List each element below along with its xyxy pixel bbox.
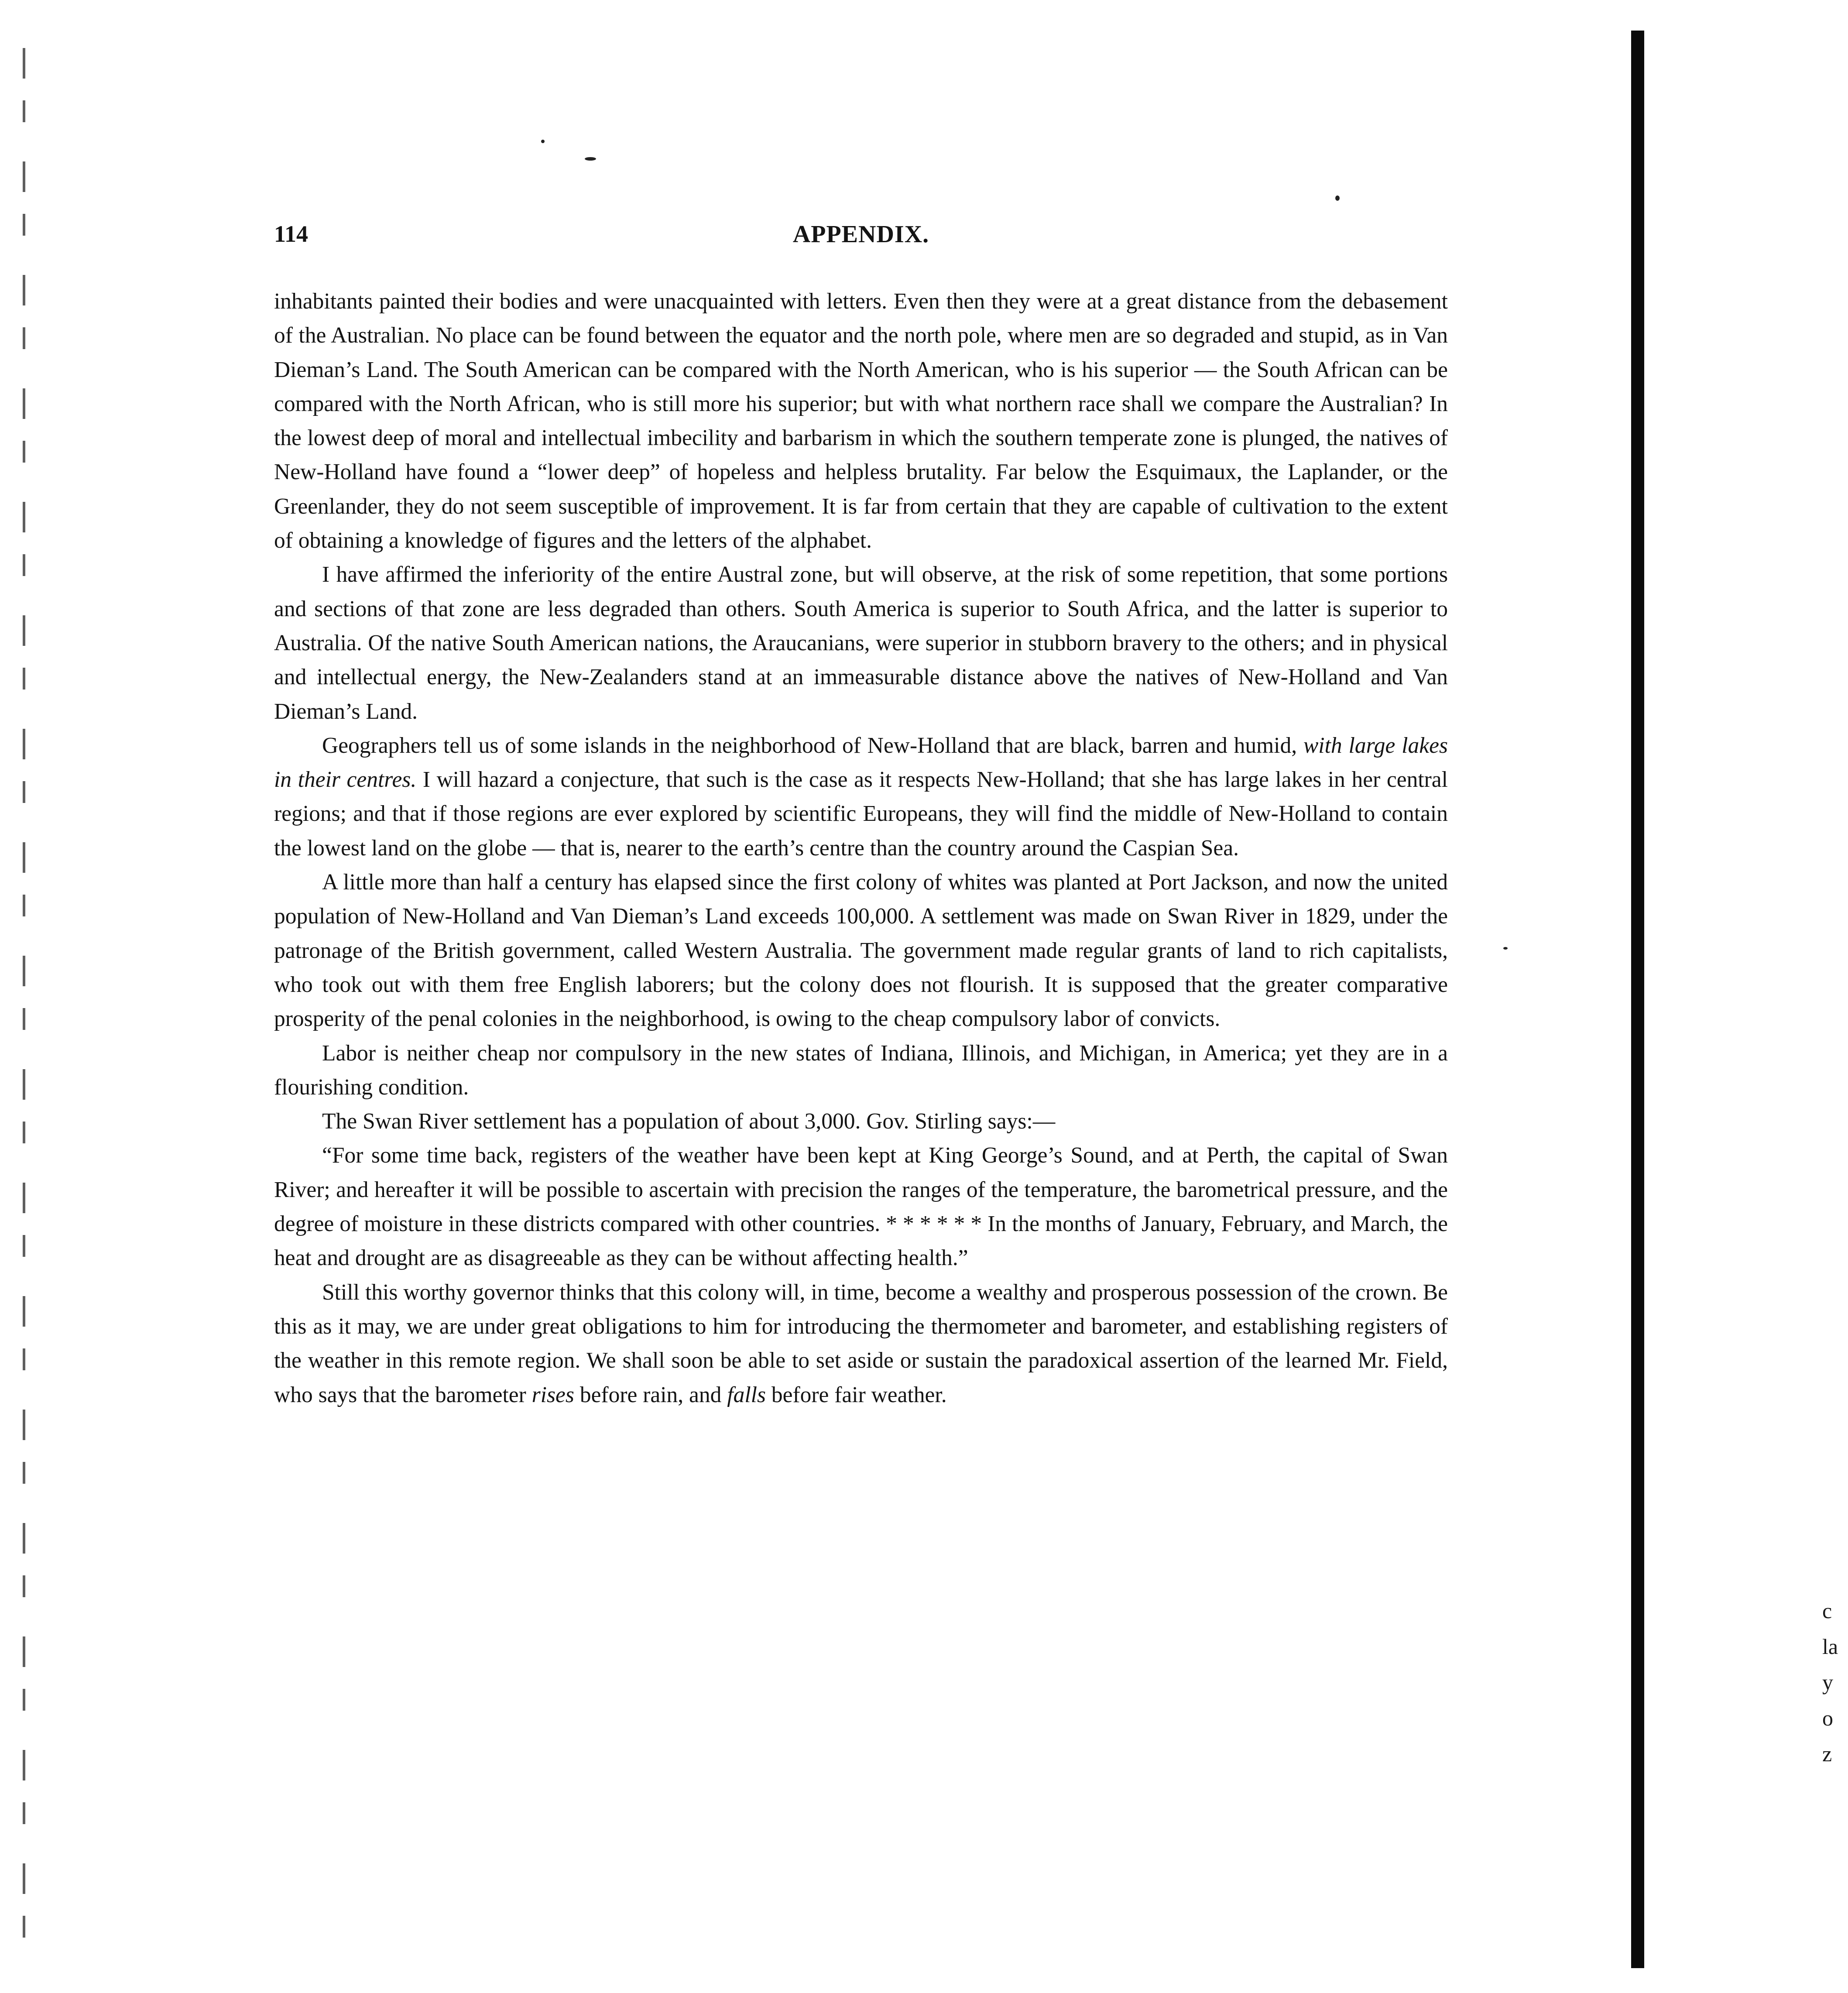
text-run: Geographers tell us of some islands in the neighborhood of New-Holland that are black, barren and humid, [322,733,1303,758]
fragment-letter: o [1822,1706,1833,1730]
adjacent-page-fragment [1822,1593,1840,1772]
text-run: Still this worthy governor thinks that this colony will, in time, become a wealthy and prosperous possession of the crown. Be this as it may, we are under great obligations to him for introducing the thermometer and barometer, and establishing registers of the weather in this remote region. We shall soon be able to set aside or sustain the paradoxical assertion of the learned Mr. Field, who says that the barometer [274,1279,1448,1407]
page-number: 114 [274,221,309,247]
text-run: I will hazard a conjecture, that such is the case as it respects New-Holland; that she has large lakes in her central regions; and that if those regions are ever explored by scientific Europeans, they will find the middle of New-Holland to contain the lowest land on the globe — that is, nearer to the earth’s centre than the country around the Caspian Sea. [274,767,1448,861]
body-text [274,285,1448,1412]
paragraph [274,1139,1448,1275]
paragraph [274,1276,1448,1412]
text-run: before rain, and [574,1382,727,1407]
text-run: A little more than half a century has elapsed since the first colony of whites was planted at Port Jackson, and now the united population of New-Holland and Van Dieman’s Land exceeds 100,000. A settlement was made on Swan River in 1829, under the patronage of the British government, called Western Australia. The government made regular grants of land to rich capitalists, who took out with them free English laborers; but the colony does not flourish. It is supposed that the greater comparative prosperity of the penal colonies in the neighborhood, is owing to the cheap compulsory labor of convicts. [274,870,1448,1032]
book-page [274,0,1448,1993]
text-run: before fair weather. [765,1382,947,1407]
paragraph [274,865,1448,1036]
text-run: inhabitants painted their bodies and were unacquainted with letters. Even then they were at a great distance from the debasement of the Australian. No place can be found between the equator and the north pole, where men are so degraded and stupid, as in Van Dieman’s Land. The South American can be compared with the North American, who is his superior — the South African can be compared with the North African, who is still more his superior; but with what northern race shall we compare the Australian? In the lowest deep of moral and intellectual imbecility and barbarism in which the southern temperate zone is plunged, the natives of New-Holland have found a “lower deep” of hopeless and helpless brutality. Far below the Esquimaux, the Laplander, or the Greenlander, they do not seem susceptible of improvement. It is far from certain that they are capable of cultivation to the extent of obtaining a knowledge of figures and the letters of the alphabet. [274,289,1448,553]
paragraph [274,558,1448,728]
paragraph [274,729,1448,865]
fragment-letter: y [1822,1670,1833,1695]
italic-phrase: falls [727,1382,766,1407]
running-head [274,220,1448,255]
paragraph [274,1036,1448,1105]
scan-speck [1503,947,1508,950]
text-run: I have affirmed the inferiority of the entire Austral zone, but will observe, at the risk of some repetition, that some portions and sections of that zone are less degraded than others. South America is superior to South Africa, and the latter is superior to Australia. Of the native South American nations, the Araucanians, were superior in stubborn bravery to the others; and in physical and intellectual energy, the New-Zealanders stand at an immeasurable distance above the natives of New-Holland and Van Dieman’s Land. [274,562,1448,724]
paragraph [274,285,1448,558]
scan-binding-edge [23,48,25,1977]
fragment-letter: z [1822,1742,1832,1766]
italic-phrase: rises [531,1382,574,1407]
text-run: The Swan River settlement has a population of about 3,000. Gov. Stirling says:— [322,1109,1056,1134]
fragment-letter: c [1822,1599,1832,1623]
text-run: Labor is neither cheap nor compulsory in the new states of Indiana, Illinois, and Michigan, in America; yet they are in a flourishing condition. [274,1040,1448,1100]
fragment-letter: la [1822,1634,1838,1659]
paragraph [274,1105,1448,1139]
italic-phrase: with large lakes in their centres. [274,733,1448,792]
running-title: APPENDIX. [792,221,929,248]
scan-dark-border [1631,31,1644,1968]
text-run: “For some time back, registers of the weather have been kept at King George’s Sound, and at Perth, the capital of Swan River; and hereafter it will be possible to ascertain with precision the ranges of the temperature, the barometrical pressure, and the degree of moisture in these districts compared with other countries. * * * * * * In the months of January, February, and March, the heat and drought are as disagreeable as they can be without affecting health.” [274,1143,1448,1271]
